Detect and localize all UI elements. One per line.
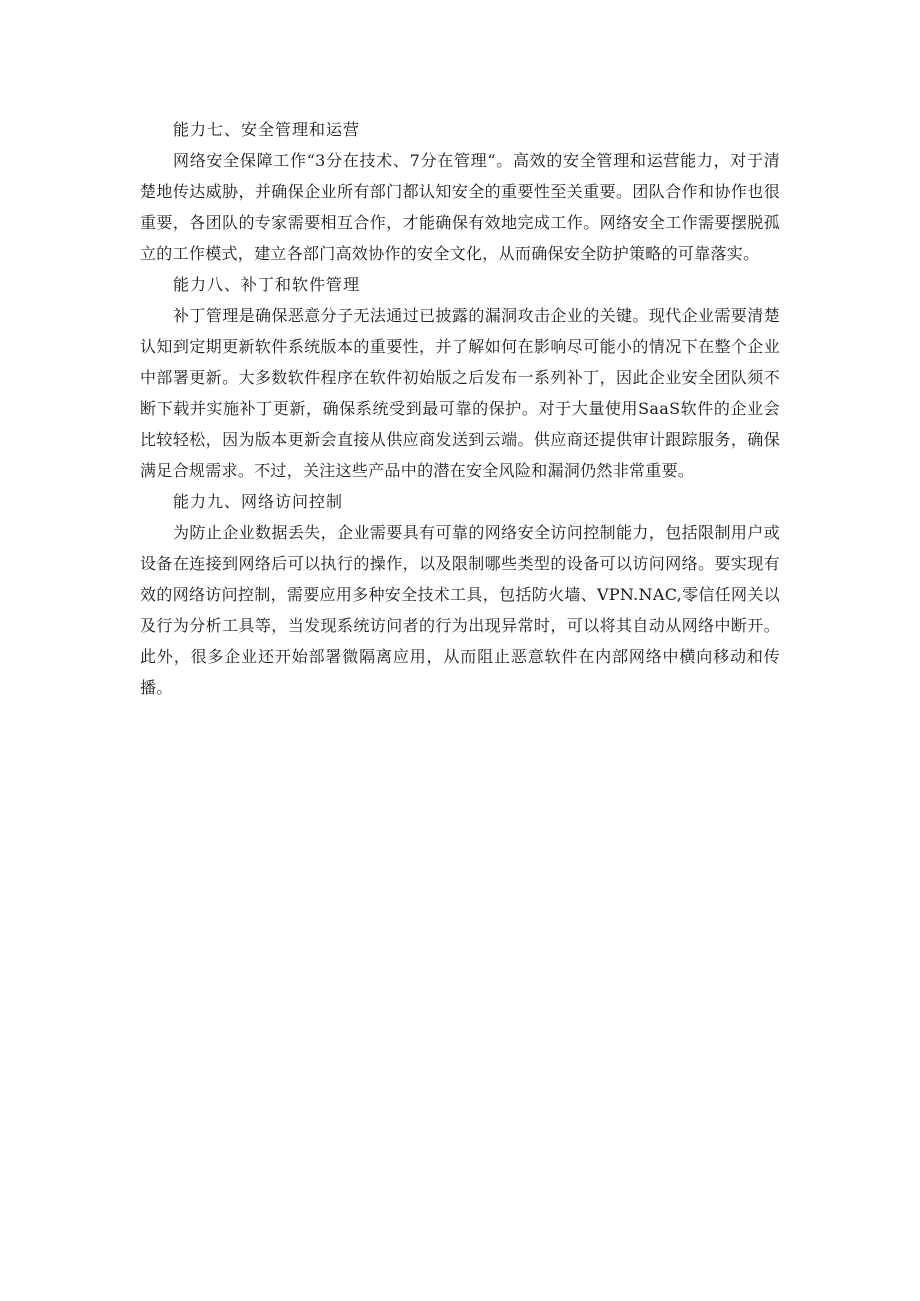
- section-capability-9: [140, 486, 780, 703]
- section-capability-8: [140, 269, 780, 486]
- section-paragraph: 为防止企业数据丢失，企业需要具有可靠的网络安全访问控制能力，包括限制用户或设备在连接到网络后可以执行的操作，以及限制哪些类型的设备可以访问网络。要实现有效的网络访问控制，需要应用多种安全技术工具，包括防火墙、VPN.NAC,零信任网关以及行为分析工具等，当发现系统访问者的行为出现异常时，可以将其自动从网络中断开。此外，很多企业还开始部署微隔离应用，从而阻止恶意软件在内部网络中横向移动和传播。: [140, 523, 780, 697]
- section-heading: 能力九、网络访问控制: [173, 492, 344, 511]
- section-paragraph: 网络安全保障工作“3分在技术、7分在管理“。高效的安全管理和运营能力，对于清楚地传达威胁，并确保企业所有部门都认知安全的重要性至关重要。团队合作和协作也很重要，各团队的专家需要相互合作，才能确保有效地完成工作。网络安全工作需要摆脱孤立的工作模式，建立各部门高效协作的安全文化，从而确保安全防护策略的可靠落实。: [140, 151, 780, 263]
- section-heading: 能力八、补丁和软件管理: [173, 275, 361, 294]
- section-capability-7: [140, 114, 780, 269]
- section-heading: 能力七、安全管理和运营: [173, 120, 361, 139]
- document-page: [140, 114, 780, 703]
- section-paragraph: 补丁管理是确保恶意分子无法通过已披露的漏洞攻击企业的关键。现代企业需要清楚认知到定期更新软件系统版本的重要性，并了解如何在影响尽可能小的情况下在整个企业中部署更新。大多数软件程序在软件初始版之后发布一系列补丁，因此企业安全团队须不断下载并实施补丁更新，确保系统受到最可靠的保护。对于大量使用SaaS软件的企业会比较轻松，因为版本更新会直接从供应商发送到云端。供应商还提供审计跟踪服务，确保满足合规需求。不过，关注这些产品中的潜在安全风险和漏洞仍然非常重要。: [140, 306, 780, 480]
